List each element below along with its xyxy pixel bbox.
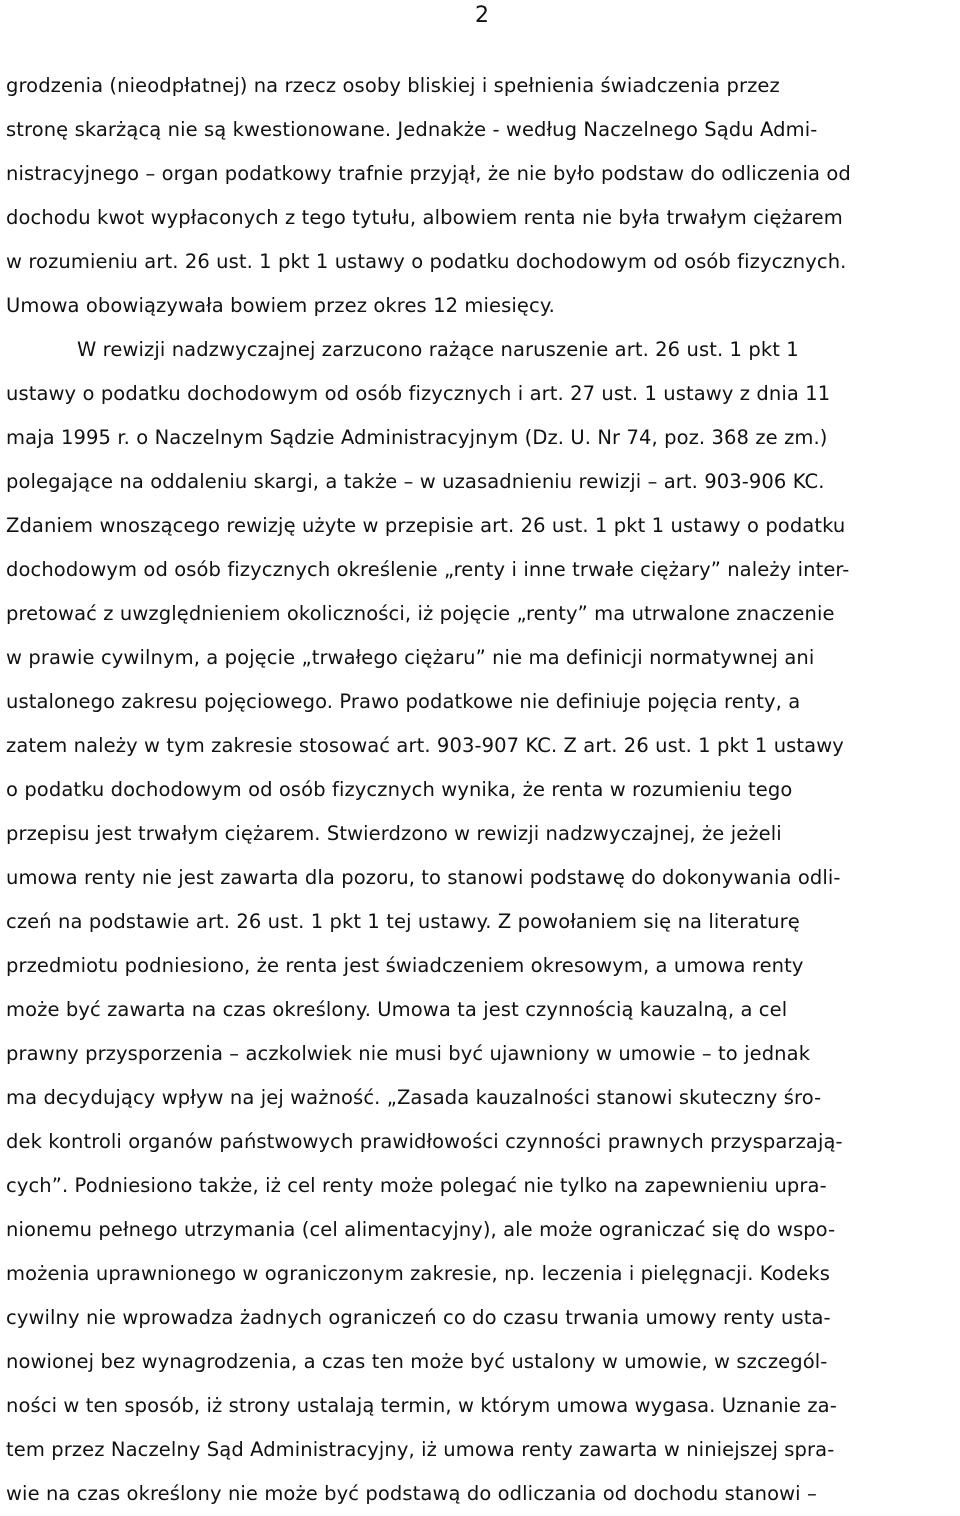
paragraph-start-line: W rewizji nadzwyczajnej zarzucono rażące naruszenie art. 26 ust. 1 pkt 1: [77, 338, 799, 361]
text-line: ustawy o podatku dochodowym od osób fizycznych i art. 27 ust. 1 ustawy z dnia 11: [6, 382, 831, 405]
text-line: czeń na podstawie art. 26 ust. 1 pkt 1 tej ustawy. Z powołaniem się na literaturę: [6, 910, 800, 933]
text-line: polegające na oddaleniu skargi, a także – w uzasadnieniu rewizji – art. 903-906 KC.: [6, 470, 825, 493]
text-line: dochodu kwot wypłaconych z tego tytułu, albowiem renta nie była trwałym ciężarem: [6, 206, 843, 229]
text-line: Zdaniem wnoszącego rewizję użyte w przepisie art. 26 ust. 1 pkt 1 ustawy o podatku: [6, 514, 846, 537]
text-line: w rozumieniu art. 26 ust. 1 pkt 1 ustawy o podatku dochodowym od osób fizycznych.: [6, 250, 847, 273]
text-line: ma decydujący wpływ na jej ważność. „Zasada kauzalności stanowi skuteczny śro-: [6, 1086, 822, 1109]
text-line: wie na czas określony nie może być podstawą do odliczania od dochodu stanowi –: [6, 1482, 817, 1505]
text-line: ustalonego zakresu pojęciowego. Prawo podatkowe nie definiuje pojęcia renty, a: [6, 690, 801, 713]
text-line: tem przez Naczelny Sąd Administracyjny, iż umowa renty zawarta w niniejszej spra-: [6, 1438, 835, 1461]
text-line: nistracyjnego – organ podatkowy trafnie przyjął, że nie było podstaw do odliczenia od: [6, 162, 851, 185]
text-line: przepisu jest trwałym ciężarem. Stwierdzono w rewizji nadzwyczajnej, że jeżeli: [6, 822, 782, 845]
text-line: maja 1995 r. o Naczelnym Sądzie Administracyjnym (Dz. U. Nr 74, poz. 368 ze zm.): [6, 426, 828, 449]
text-line: prawny przysporzenia – aczkolwiek nie musi być ujawniony w umowie – to jednak: [6, 1042, 811, 1065]
text-line: możenia uprawnionego w ograniczonym zakresie, np. leczenia i pielęgnacji. Kodeks: [6, 1262, 830, 1285]
text-line: nionemu pełnego utrzymania (cel alimentacyjny), ale może ograniczać się do wspo-: [6, 1218, 836, 1241]
text-line: nowionej bez wynagrodzenia, a czas ten może być ustalony w umowie, w szczegól-: [6, 1350, 828, 1373]
text-line: o podatku dochodowym od osób fizycznych wynika, że renta w rozumieniu tego: [6, 778, 793, 801]
text-line: ności w ten sposób, iż strony ustalają termin, w którym umowa wygasa. Uznanie za-: [6, 1394, 837, 1417]
text-line: stronę skarżącą nie są kwestionowane. Jednakże - według Naczelnego Sądu Admi-: [6, 118, 818, 141]
text-line: w prawie cywilnym, a pojęcie „trwałego ciężaru” nie ma definicji normatywnej ani: [6, 646, 815, 669]
text-line: cywilny nie wprowadza żadnych ograniczeń co do czasu trwania umowy renty usta-: [6, 1306, 831, 1329]
page-number: [0, 2, 960, 30]
text-line: cych”. Podniesiono także, iż cel renty może polegać nie tylko na zapewnieniu upra-: [6, 1174, 827, 1197]
text-line: Umowa obowiązywała bowiem przez okres 12 miesięcy.: [6, 294, 555, 317]
text-line: zatem należy w tym zakresie stosować art. 903-907 KC. Z art. 26 ust. 1 pkt 1 ustawy: [6, 734, 844, 757]
text-line: umowa renty nie jest zawarta dla pozoru, to stanowi podstawę do dokonywania odli-: [6, 866, 841, 889]
text-line: pretować z uwzględnieniem okoliczności, iż pojęcie „renty” ma utrwalone znaczenie: [6, 602, 835, 625]
text-line: dochodowym od osób fizycznych określenie „renty i inne trwałe ciężary” należy inter-: [6, 558, 850, 581]
body-text: [6, 64, 956, 1516]
text-line: przedmiotu podniesiono, że renta jest świadczeniem okresowym, a umowa renty: [6, 954, 804, 977]
text-line: może być zawarta na czas określony. Umowa ta jest czynnością kauzalną, a cel: [6, 998, 788, 1021]
text-line: grodzenia (nieodpłatnej) na rzecz osoby bliskiej i spełnienia świadczenia przez: [6, 74, 780, 97]
page-number-text: 2: [475, 3, 489, 28]
text-line: dek kontroli organów państwowych prawidłowości czynności prawnych przysparzają-: [6, 1130, 843, 1153]
